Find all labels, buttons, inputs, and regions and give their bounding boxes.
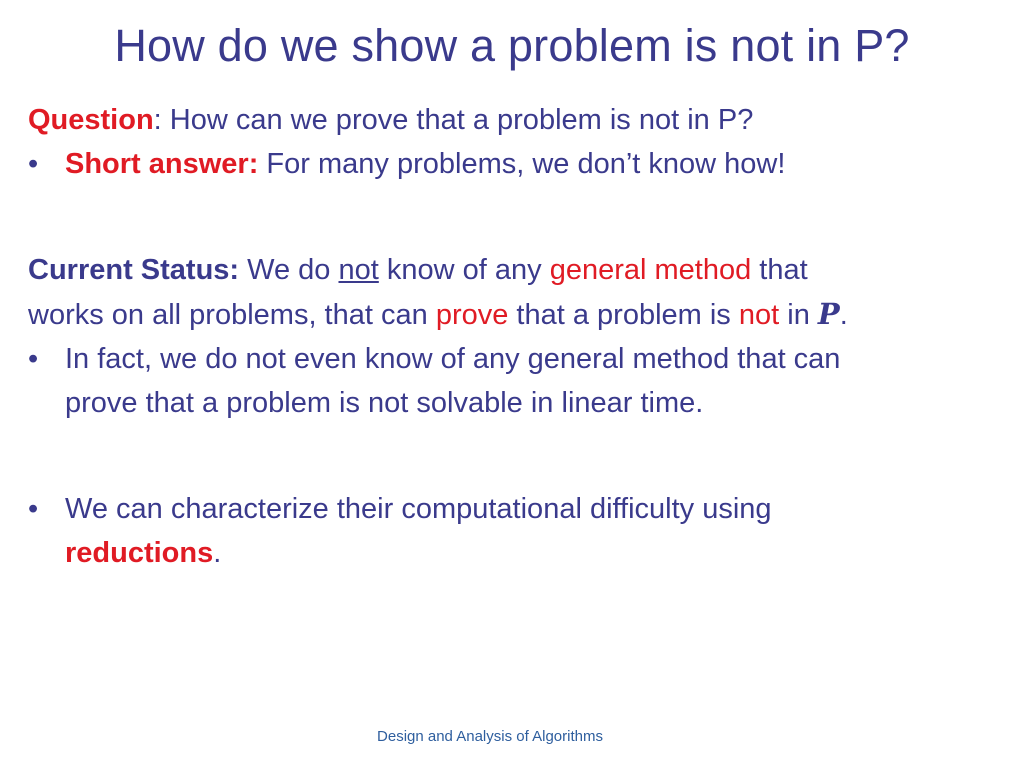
question-text: How can we prove that a problem is not in P? xyxy=(169,104,754,136)
current-status-text-1: We do xyxy=(239,254,339,286)
current-status-text-6: in xyxy=(779,299,818,331)
slide-footer: Design and Analysis of Algorithms xyxy=(377,728,603,745)
current-status-text-2: know of any xyxy=(378,254,550,286)
linear-time-line-1: In fact, we do not even know of any general method that can xyxy=(65,343,841,375)
reductions-bullet xyxy=(28,487,1000,575)
current-status-text-5: that a problem is xyxy=(508,299,739,331)
slide-body xyxy=(28,98,1000,575)
current-status-line-1 xyxy=(28,248,1000,292)
question-sep: : xyxy=(153,104,170,136)
slide-title: How do we show a problem is not in P? xyxy=(114,20,910,71)
linear-time-bullet xyxy=(28,337,1000,425)
current-status-text-4: works on all problems, that can xyxy=(28,299,436,331)
current-status-not-red: not xyxy=(738,299,780,331)
current-status-label: Current Status: xyxy=(28,254,240,286)
reductions-period: . xyxy=(213,537,222,569)
spacer xyxy=(28,425,1000,487)
reductions-term: reductions xyxy=(65,537,214,569)
current-status-text-7: . xyxy=(839,299,848,331)
linear-time-line-2: prove that a problem is not solvable in linear time. xyxy=(65,387,704,419)
short-answer-text: For many problems, we don’t know how! xyxy=(258,148,786,180)
current-status-general-method: general method xyxy=(549,254,752,286)
question-line xyxy=(28,98,1000,142)
current-status-prove: prove xyxy=(435,299,509,331)
current-status-line-2 xyxy=(28,292,1000,337)
bullet-marker: • xyxy=(28,148,39,180)
current-status-not-underlined: not xyxy=(338,254,379,286)
short-answer-bullet xyxy=(28,142,1000,186)
bullet-marker: • xyxy=(28,343,39,375)
current-status-text-3: that xyxy=(751,254,808,286)
bullet-marker: • xyxy=(28,493,39,525)
complexity-class-p: P xyxy=(817,297,840,331)
reductions-line-1: We can characterize their computational difficulty using xyxy=(65,493,772,525)
reductions-line-2 xyxy=(65,531,1000,575)
spacer xyxy=(28,186,1000,248)
short-answer-label: Short answer: xyxy=(65,148,259,180)
question-label: Question xyxy=(28,104,154,136)
